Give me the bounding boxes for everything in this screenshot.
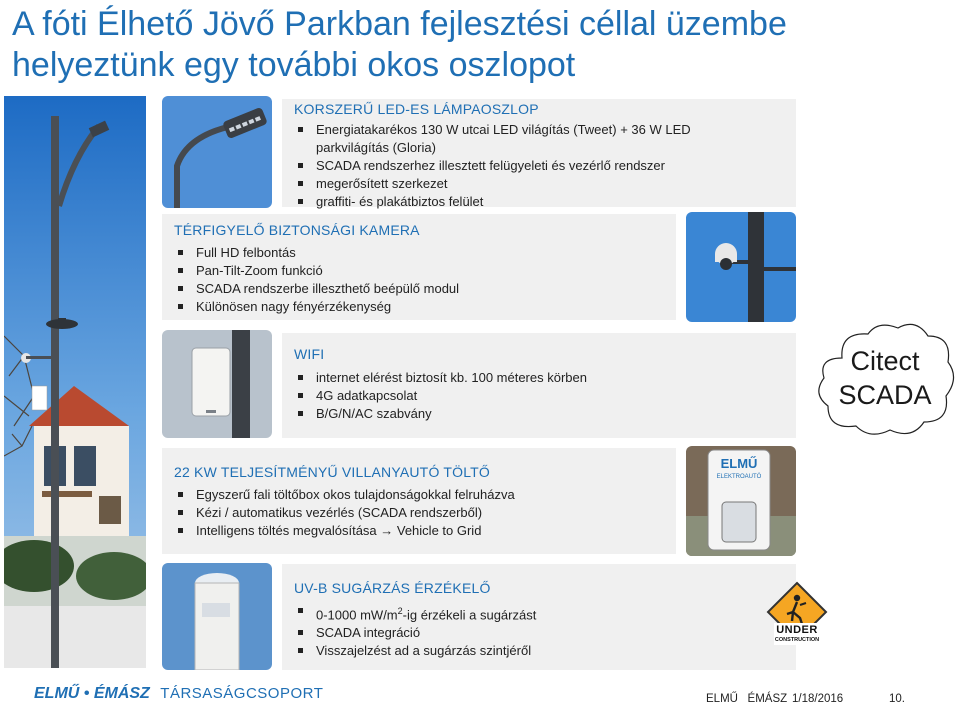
camera-item: SCADA rendszerbe illeszthető beépülő modul: [176, 280, 656, 298]
logo-sub: TÁRSASÁGCSOPORT: [160, 685, 324, 702]
led-item: SCADA rendszerhez illesztett felügyeleti és vezérlő rendszer: [296, 157, 746, 175]
camera-item: Full HD felbontás: [176, 244, 656, 262]
camera-item: Pan-Tilt-Zoom funkció: [176, 262, 656, 280]
charger-item: Intelligens töltés megvalósítása → Vehicle to Grid: [176, 522, 666, 540]
wifi-section: [282, 333, 796, 438]
lamp-post-photo: [4, 96, 146, 668]
uvb-section: [282, 564, 796, 670]
led-lamp-photo: [162, 96, 272, 208]
uvb-heading: UV-B SUGÁRZÁS ÉRZÉKELŐ: [294, 580, 491, 596]
cloud-line2: SCADA: [838, 380, 932, 410]
camera-section: [162, 214, 676, 320]
led-item: graffiti- és plakátbiztos felület: [296, 193, 746, 211]
page-number: 10.: [889, 693, 905, 705]
charger-photo: [686, 446, 796, 556]
uv-sensor-photo: [162, 563, 272, 670]
page-title: A fóti Élhető Jövő Parkban fejlesztési céllal üzembe helyeztünk egy további okos oszlopot: [12, 5, 787, 84]
under-label: UNDER: [776, 624, 818, 636]
uvb-item: Visszajelzést ad a sugárzás szintjéről: [296, 642, 776, 660]
charger-heading: 22 KW TELJESÍTMÉNYŰ VILLANYAUTÓ TÖLTŐ: [174, 464, 490, 480]
wifi-heading: WIFI: [294, 346, 325, 362]
wifi-item: B/G/N/AC szabvány: [296, 405, 776, 423]
uvb-item: SCADA integráció: [296, 624, 776, 642]
company-logo: [34, 685, 323, 705]
uvb-item1-post: -ig érzékeli a sugárzást: [402, 607, 537, 623]
camera-heading: TÉRFIGYELŐ BIZTONSÁGI KAMERA: [174, 222, 420, 238]
construction-label: CONSTRUCTION: [774, 637, 820, 643]
uvb-item1-pre: 0-1000 mW/m: [316, 607, 398, 623]
charger-section: [162, 448, 676, 554]
camera-item: Különösen nagy fényérzékenység: [176, 298, 656, 316]
charger-item: Egyszerű fali töltőbox okos tulajdonságokkal felruházva: [176, 486, 666, 504]
wifi-list: [296, 369, 776, 423]
led-list: [296, 121, 746, 211]
led-item: megerősített szerkezet: [296, 175, 746, 193]
charger-item: Kézi / automatikus vezérlés (SCADA rendszerből): [176, 504, 666, 522]
led-heading: KORSZERŰ LED-ES LÁMPAOSZLOP: [294, 101, 539, 117]
camera-list: [176, 244, 656, 316]
wifi-photo: [162, 330, 272, 438]
camera-photo: [686, 212, 796, 322]
under-construction-sign: [766, 581, 828, 651]
footer-date: 1/18/2016: [792, 693, 844, 705]
logo-text: ELMŰ • ÉMÁSZ: [34, 685, 150, 702]
wifi-item: 4G adatkapcsolat: [296, 387, 776, 405]
uvb-item1-sup: 2: [397, 606, 403, 616]
uvb-item: [296, 602, 776, 624]
uvb-list: [296, 602, 776, 660]
cloud-line1: Citect: [850, 346, 920, 376]
led-item: Energiatakarékos 130 W utcai LED világítás (Tweet) + 36 W LED parkvilágítás (Gloria): [296, 121, 746, 157]
charger-sign-brand: ELMŰ: [720, 456, 758, 471]
footer-company: ELMŰ ÉMÁSZ: [706, 693, 788, 705]
charger-sign-sub: ELEKTROAUTÓ: [716, 474, 762, 480]
wifi-item: internet elérést biztosít kb. 100 méteres körben: [296, 369, 776, 387]
citect-scada-cloud: [812, 318, 958, 442]
charger-list: [176, 486, 666, 540]
led-section: [282, 99, 796, 207]
